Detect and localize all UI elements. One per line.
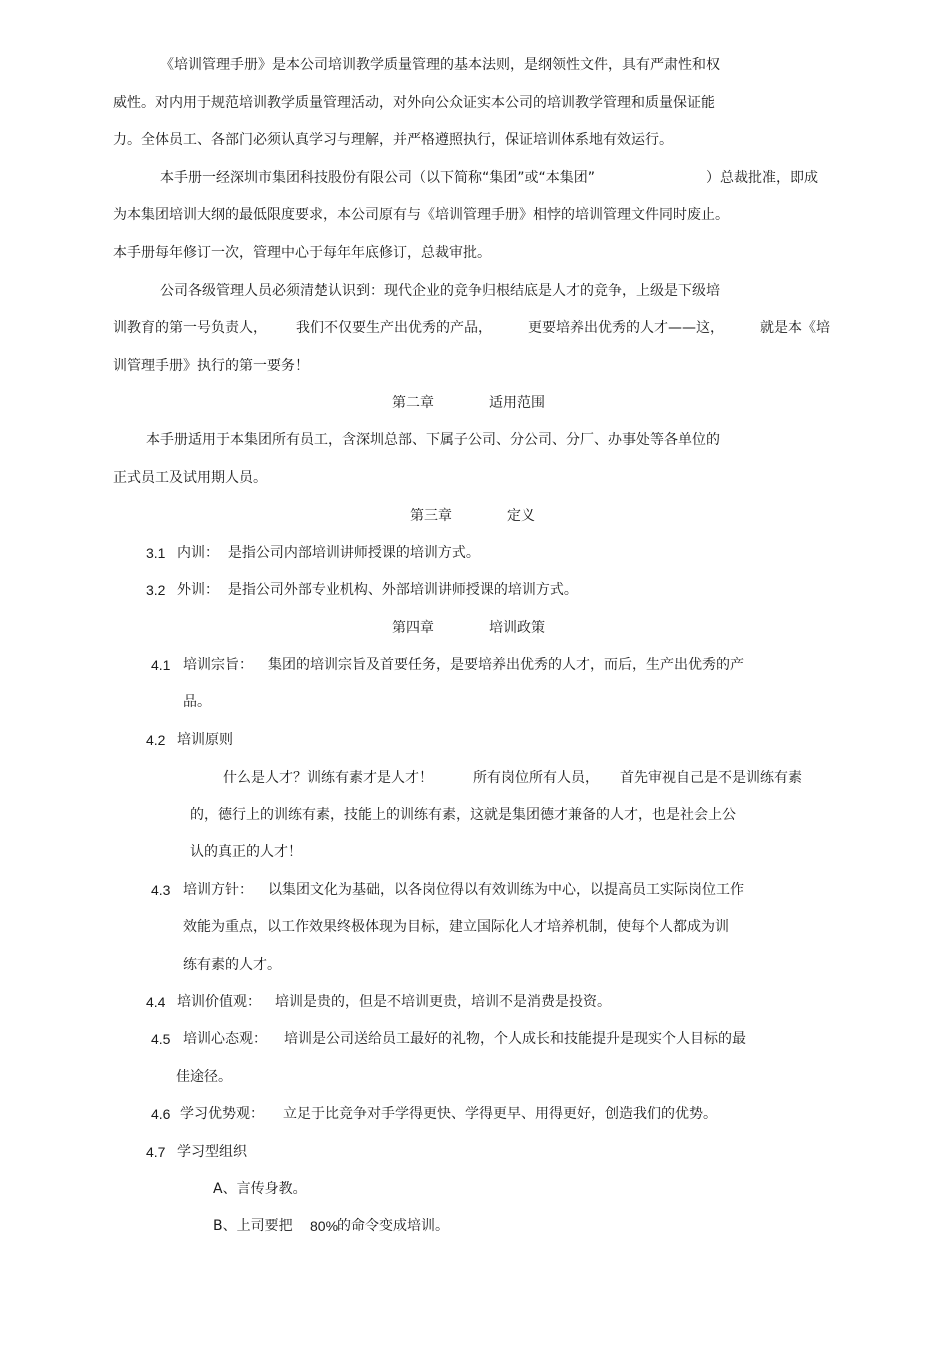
item-4-5-line-2: 佳途径。 (176, 1069, 232, 1085)
item-4-1-number: 4.1 (151, 657, 171, 673)
approval-line-1b: ）总裁批准，即成 (706, 170, 818, 186)
intro-line-1: 《培训管理手册》是本公司培训教学质量管理的基本法则，是纲领性文件，具有严肃性和权 (160, 57, 720, 73)
item-4-2-heading: 培训原则 (177, 732, 233, 748)
management-line-2c: 更要培养出优秀的人才——这， (528, 320, 724, 336)
item-4-7-heading: 学习型组织 (177, 1144, 247, 1160)
management-line-2b: 我们不仅要生产出优秀的产品， (296, 320, 492, 336)
item-4-4-heading: 培训价值观： (177, 994, 261, 1010)
item-4-7-point-b-suffix: 的命令变成培训。 (337, 1218, 449, 1234)
item-4-4-number: 4.4 (146, 994, 166, 1010)
management-line-2a: 训教育的第一号负责人， (113, 320, 267, 336)
item-3-1-number: 3.1 (146, 545, 166, 561)
item-4-5-line-1: 培训是公司送给员工最好的礼物，个人成长和技能提升是现实个人目标的最 (284, 1031, 746, 1047)
item-4-4-line-1: 培训是贵的，但是不培训更贵，培训不是消费是投资。 (275, 994, 611, 1010)
intro-line-3: 力。全体员工、各部门必须认真学习与理解，并严格遵照执行，保证培训体系地有效运行。 (113, 132, 673, 148)
item-4-1-line-1: 集团的培训宗旨及首要任务，是要培养出优秀的人才，而后，生产出优秀的产 (268, 657, 744, 673)
item-4-5-heading: 培训心态观： (183, 1031, 267, 1047)
item-4-2-line-3: 认的真正的人才！ (190, 844, 302, 860)
approval-line-3: 本手册每年修订一次，管理中心于每年年底修订，总裁审批。 (113, 245, 491, 261)
item-4-6-number: 4.6 (151, 1106, 171, 1122)
item-3-2-number: 3.2 (146, 582, 166, 598)
item-4-7-point-a: A、言传身教。 (213, 1181, 307, 1197)
item-4-7-point-b-prefix: B、上司要把 (213, 1218, 293, 1234)
approval-line-2: 为本集团培训大纲的最低限度要求，本公司原有与《培训管理手册》相悖的培训管理文件同时废止。 (113, 207, 729, 223)
chapter-2-number: 第二章 (392, 395, 434, 411)
chapter-3-title: 定义 (507, 508, 535, 524)
item-4-5-number: 4.5 (151, 1031, 171, 1047)
item-4-2-line-2: 的，德行上的训练有素，技能上的训练有素，这就是集团德才兼备的人才，也是社会上公 (190, 807, 736, 823)
management-line-3: 训管理手册》执行的第一要务！ (113, 358, 309, 374)
item-4-3-line-1: 以集团文化为基础，以各岗位得以有效训练为中心，以提高员工实际岗位工作 (268, 882, 744, 898)
scope-line-1: 本手册适用于本集团所有员工，含深圳总部、下属子公司、分公司、分厂、办事处等各单位的 (146, 432, 720, 448)
management-line-1: 公司各级管理人员必须清楚认识到：现代企业的竞争归根结底是人才的竞争，上级是下级培 (160, 283, 720, 299)
item-3-2-text: 外训： 是指公司外部专业机构、外部培训讲师授课的培训方式。 (177, 582, 578, 598)
item-4-1-line-2: 品。 (183, 694, 211, 710)
management-line-2d: 就是本《培 (760, 320, 830, 336)
item-4-1-heading: 培训宗旨： (183, 657, 253, 673)
item-4-7-number: 4.7 (146, 1144, 166, 1160)
chapter-4-title: 培训政策 (489, 620, 545, 636)
item-4-6-heading: 学习优势观： (180, 1106, 264, 1122)
item-3-1-text: 内训： 是指公司内部培训讲师授课的培训方式。 (177, 545, 480, 561)
item-4-3-line-2: 效能为重点，以工作效果终极体现为目标，建立国际化人才培养机制，使每个人都成为训 (183, 919, 729, 935)
scope-line-2: 正式员工及试用期人员。 (113, 470, 267, 486)
item-4-6-line-1: 立足于比竞争对手学得更快、学得更早、用得更好，创造我们的优势。 (283, 1106, 717, 1122)
item-4-7-point-b-percent: 80% (310, 1218, 339, 1234)
approval-line-1a: 本手册一经深圳市集团科技股份有限公司（以下简称“集团”或“本集团” (160, 170, 596, 186)
chapter-2-title: 适用范围 (489, 395, 545, 411)
chapter-3-number: 第三章 (410, 508, 452, 524)
item-4-2-line-1a: 什么是人才？训练有素才是人才！ (223, 770, 433, 786)
intro-line-2: 威性。对内用于规范培训教学质量管理活动，对外向公众证实本公司的培训教学管理和质量保证能 (113, 95, 715, 111)
item-4-2-number: 4.2 (146, 732, 166, 748)
item-4-3-heading: 培训方针： (183, 882, 253, 898)
item-4-3-number: 4.3 (151, 882, 171, 898)
item-4-2-line-1c: 首先审视自己是不是训练有素 (620, 770, 802, 786)
item-4-3-line-3: 练有素的人才。 (183, 957, 281, 973)
item-4-2-line-1b: 所有岗位所有人员， (473, 770, 599, 786)
chapter-4-number: 第四章 (392, 620, 434, 636)
